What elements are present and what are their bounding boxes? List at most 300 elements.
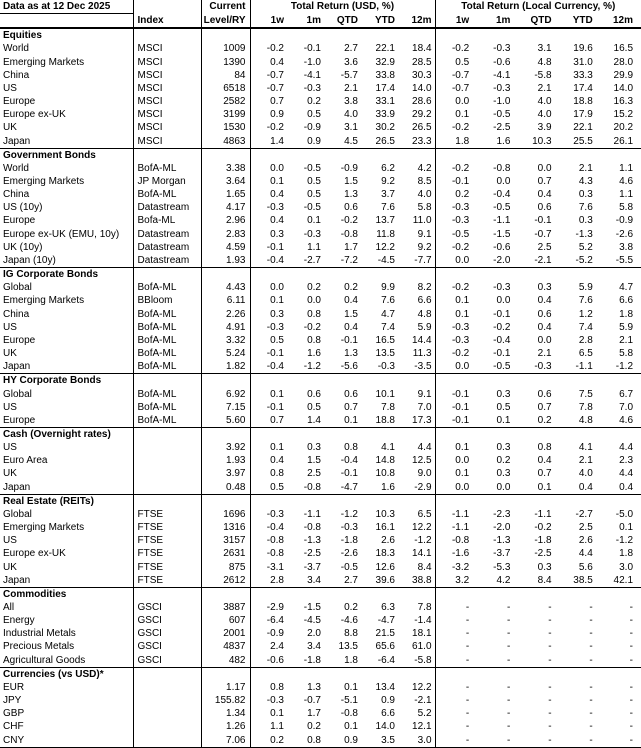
level-cell: 2631 [201, 547, 250, 560]
local-return-cell: 4.0 [537, 109, 552, 121]
local-return-cell [559, 587, 600, 601]
section-title: IG Corporate Bonds [0, 268, 133, 282]
usd-return-cell: 0.9 [307, 135, 321, 147]
level-cell: 2001 [201, 627, 250, 640]
local-return-cell: - [517, 734, 558, 748]
usd-return-cell: 4.0 [344, 109, 358, 121]
index-cell [133, 374, 201, 388]
local-return-cell: 6.7 [619, 388, 634, 400]
table-row [0, 547, 641, 560]
section-header-row [0, 374, 641, 388]
local-return-cell: 0.3 [496, 442, 511, 454]
level-cell: 1009 [201, 42, 250, 55]
local-return-cell: 38.5 [573, 574, 593, 586]
local-return-cell: - [629, 602, 634, 614]
local-return-cell [476, 667, 517, 681]
usd-period-header-1w: 1w [250, 14, 287, 29]
usd-return-cell: 1.7 [344, 241, 358, 253]
usd-return-cell: 6.6 [381, 708, 395, 720]
usd-return-cell: 4.5 [344, 135, 358, 147]
local-return-cell: - [629, 708, 634, 720]
usd-period-header-1m: 1m [287, 14, 324, 29]
local-return-cell: 0.0 [435, 254, 476, 268]
level-cell: 6.92 [201, 388, 250, 401]
index-cell: BofA-ML [133, 360, 201, 374]
usd-return-cell: -1.8 [303, 654, 321, 666]
usd-return-cell: -0.3 [266, 321, 284, 333]
asset-name-cell: UK [3, 561, 17, 573]
usd-return-cell: 11.3 [412, 348, 432, 360]
usd-return-cell: 9.0 [417, 468, 432, 480]
local-return-cell: 0.4 [537, 321, 552, 333]
usd-return-cell: 0.3 [307, 442, 321, 454]
local-return-cell: 16.5 [613, 43, 634, 55]
local-return-cell: 16.3 [613, 96, 634, 108]
usd-return-cell: 0.6 [344, 202, 358, 214]
asset-name-cell: Europe ex-UK [3, 109, 66, 121]
usd-return-cell [324, 587, 361, 601]
asset-name-cell: US [3, 535, 17, 547]
local-return-cell: - [629, 641, 634, 653]
usd-return-cell: 3.5 [361, 734, 398, 748]
usd-return-cell: 18.3 [375, 548, 395, 560]
header-row-2 [0, 14, 641, 29]
usd-return-cell: 61.0 [412, 641, 432, 653]
local-return-cell: 14.0 [613, 82, 634, 94]
local-return-cell: -0.1 [435, 401, 476, 414]
table-row [0, 454, 641, 467]
table-row [0, 654, 641, 668]
local-return-cell: - [435, 627, 476, 640]
usd-return-cell: 0.2 [344, 282, 358, 294]
usd-return-cell: 13.4 [375, 681, 395, 693]
usd-return-cell: -0.7 [266, 82, 284, 94]
usd-return-cell: 5.8 [417, 202, 432, 214]
current-level-header-line2: Level/RY [201, 14, 250, 29]
local-return-cell: -1.6 [435, 547, 476, 560]
name-header-spacer [0, 14, 133, 29]
local-return-cell: - [589, 628, 593, 640]
local-return-cell: -0.3 [435, 321, 476, 334]
table-row [0, 281, 641, 294]
local-return-cell: -0.3 [493, 82, 511, 94]
local-return-cell [476, 148, 517, 162]
index-cell [133, 467, 201, 480]
local-return-cell: -0.3 [435, 214, 476, 227]
asset-name-cell: Emerging Markets [3, 56, 85, 68]
level-cell: 2.96 [201, 214, 250, 227]
local-period-header-1w: 1w [435, 14, 476, 29]
level-cell: 4863 [201, 135, 250, 149]
local-return-cell: -0.1 [534, 215, 552, 227]
local-return-cell: -0.2 [493, 321, 511, 333]
usd-return-cell: 29.2 [412, 109, 432, 121]
usd-return-cell: 0.2 [307, 721, 321, 733]
local-return-cell: -2.7 [575, 508, 593, 520]
index-cell: Datastream [133, 254, 201, 268]
usd-return-cell: 0.1 [270, 388, 284, 400]
usd-return-cell [398, 667, 435, 681]
usd-return-cell [324, 667, 361, 681]
usd-return-cell: 1.5 [344, 308, 358, 320]
local-return-cell: 0.0 [496, 481, 511, 493]
local-return-cell: 0.1 [435, 308, 476, 321]
usd-return-cell: 0.8 [344, 442, 358, 454]
usd-return-cell: 11.0 [412, 215, 432, 227]
local-return-cell: -0.5 [493, 361, 511, 373]
local-return-cell [435, 268, 476, 282]
table-row [0, 734, 641, 748]
usd-return-cell: 16.5 [375, 334, 395, 346]
index-cell: BofA-ML [133, 388, 201, 401]
usd-return-cell: 0.1 [307, 215, 321, 227]
asset-name-cell: Europe [3, 414, 36, 426]
usd-return-cell: 0.1 [270, 176, 284, 188]
usd-return-cell: -0.3 [303, 228, 321, 240]
local-return-cell: -0.3 [534, 361, 552, 373]
local-return-cell: 1.8 [435, 135, 476, 149]
local-return-cell [435, 494, 476, 508]
local-return-cell: -5.0 [615, 508, 634, 520]
usd-return-cell: 3.1 [344, 122, 358, 134]
local-return-cell: 0.7 [537, 468, 552, 480]
usd-return-cell: -1.3 [303, 535, 321, 547]
table-row [0, 201, 641, 214]
table-row [0, 534, 641, 547]
local-return-cell: 0.7 [537, 401, 552, 413]
local-return-cell: 0.1 [435, 441, 476, 454]
usd-return-cell: 4.0 [417, 189, 432, 201]
local-return-cell: 5.8 [619, 202, 634, 214]
usd-return-cell: -4.7 [377, 615, 395, 627]
usd-return-cell: -0.2 [340, 215, 358, 227]
index-cell [133, 268, 201, 282]
local-return-cell: -1.1 [435, 508, 476, 521]
local-return-cell: - [589, 654, 593, 666]
usd-return-cell: 2.1 [344, 82, 358, 94]
usd-return-cell: 2.4 [270, 641, 284, 653]
usd-return-cell [250, 28, 287, 42]
local-period-header-qtd: QTD [517, 14, 558, 29]
table-row [0, 627, 641, 640]
local-return-cell [435, 427, 476, 441]
section-header-row [0, 494, 641, 508]
local-return-cell: - [629, 615, 634, 627]
local-return-cell: -0.5 [493, 109, 511, 121]
local-return-cell: 6.6 [619, 295, 634, 307]
usd-return-cell: -0.4 [266, 361, 284, 373]
local-return-cell: 42.1 [613, 574, 634, 586]
index-cell: BofA-ML [133, 414, 201, 428]
local-return-cell: 5.2 [578, 241, 593, 253]
local-return-cell: 0.0 [537, 162, 552, 174]
local-return-cell: 4.6 [619, 176, 634, 188]
usd-return-cell: 23.3 [412, 135, 432, 147]
local-return-cell [600, 494, 641, 508]
local-return-cell: 3.1 [537, 43, 552, 55]
local-return-cell: -0.5 [435, 228, 476, 241]
usd-return-cell: -0.5 [340, 561, 358, 573]
index-cell: Datastream [133, 241, 201, 254]
local-return-cell: 8.4 [537, 574, 552, 586]
local-return-cell: 4.0 [578, 468, 593, 480]
table-row [0, 414, 641, 428]
usd-return-cell: 1.5 [307, 455, 321, 467]
level-cell: 1.34 [201, 707, 250, 720]
usd-return-cell: 6.2 [381, 162, 395, 174]
usd-return-cell: 33.1 [375, 96, 395, 108]
local-return-cell: - [548, 654, 552, 666]
table-row [0, 254, 641, 268]
usd-return-cell: 8.8 [344, 628, 358, 640]
usd-return-cell: -0.3 [377, 361, 395, 373]
local-return-cell: -2.5 [493, 122, 511, 134]
usd-return-cell: 7.0 [417, 401, 432, 413]
index-cell [133, 148, 201, 162]
asset-name-cell: CHF [3, 721, 24, 733]
usd-return-cell: 12.6 [375, 561, 395, 573]
usd-return-cell: 26.5 [375, 135, 395, 147]
usd-return-cell: 14.4 [412, 334, 432, 346]
local-return-cell: 0.0 [537, 334, 552, 346]
usd-return-cell: 2.7 [344, 574, 358, 586]
level-cell: 3.38 [201, 162, 250, 175]
index-column-header: Index [133, 14, 201, 29]
local-return-cell: 4.7 [619, 282, 634, 294]
table-row [0, 214, 641, 227]
local-return-cell: 0.7 [537, 176, 552, 188]
table-row [0, 681, 641, 694]
table-row [0, 241, 641, 254]
usd-return-cell: 7.6 [381, 295, 395, 307]
index-cell [133, 494, 201, 508]
local-return-cell: 1.6 [496, 135, 511, 147]
local-return-cell: 1.8 [619, 548, 634, 560]
usd-return-cell: -1.4 [414, 615, 432, 627]
usd-return-cell [287, 374, 324, 388]
index-cell [133, 28, 201, 42]
usd-return-cell: 22.1 [375, 43, 395, 55]
usd-return-cell [361, 28, 398, 42]
asset-name-cell: GBP [3, 708, 25, 720]
local-return-cell: - [507, 628, 511, 640]
usd-return-cell: -4.5 [303, 615, 321, 627]
index-cell [133, 427, 201, 441]
level-cell: 1.93 [201, 454, 250, 467]
table-row [0, 108, 641, 121]
local-return-cell: -0.7 [435, 82, 476, 95]
index-cell: BBloom [133, 294, 201, 307]
level-cell: 3.97 [201, 467, 250, 480]
local-return-cell: 20.2 [613, 122, 634, 134]
local-return-cell: 1.2 [578, 308, 593, 320]
usd-return-cell: 0.1 [344, 681, 358, 693]
usd-return-cell: 0.8 [287, 734, 324, 748]
usd-return-cell: -0.2 [266, 122, 284, 134]
table-row [0, 42, 641, 55]
usd-return-cell: 2.0 [307, 628, 321, 640]
usd-return-cell: 10.3 [375, 508, 395, 520]
local-return-cell: -1.0 [493, 96, 511, 108]
usd-return-cell: 6.5 [417, 508, 432, 520]
asset-name-cell: UK [3, 468, 17, 480]
table-row [0, 521, 641, 534]
asset-name-cell: UK [3, 348, 17, 360]
local-return-cell: - [629, 654, 634, 666]
index-cell: MSCI [133, 69, 201, 82]
section-title: Equities [0, 28, 133, 42]
asset-name-cell: Japan (10y) [3, 254, 56, 266]
index-cell: FTSE [133, 574, 201, 588]
index-cell: JP Morgan [133, 175, 201, 188]
usd-return-cell: -0.1 [266, 348, 284, 360]
usd-return-cell: 9.9 [381, 282, 395, 294]
table-row [0, 561, 641, 574]
index-cell: BofA-ML [133, 321, 201, 334]
usd-return-cell: -2.7 [303, 254, 321, 266]
usd-return-cell: 3.4 [307, 574, 321, 586]
usd-return-cell: -5.6 [340, 361, 358, 373]
usd-return-cell: -0.9 [266, 628, 284, 640]
local-return-cell: 0.4 [537, 455, 552, 467]
usd-return-cell: 0.4 [344, 321, 358, 333]
usd-return-cell: -3.5 [414, 361, 432, 373]
local-return-cell: 4.6 [619, 414, 634, 426]
table-row [0, 56, 641, 69]
usd-return-cell: 14.8 [375, 455, 395, 467]
local-return-cell [517, 494, 558, 508]
local-return-cell: -0.8 [493, 162, 511, 174]
index-cell: GSCI [133, 640, 201, 653]
usd-return-cell: -1.2 [414, 535, 432, 547]
index-cell: MSCI [133, 135, 201, 149]
local-return-cell: 10.3 [532, 135, 552, 147]
usd-return-cell [398, 374, 435, 388]
asset-name-cell: US (10y) [3, 202, 43, 214]
usd-return-cell: 4.7 [381, 308, 395, 320]
table-row [0, 188, 641, 201]
usd-return-cell: -1.0 [303, 56, 321, 68]
local-return-cell: - [629, 628, 634, 640]
local-return-cell: -2.3 [493, 508, 511, 520]
usd-return-cell: -4.7 [340, 481, 358, 493]
usd-return-cell [398, 268, 435, 282]
index-cell: BofA-ML [133, 347, 201, 360]
usd-return-cell: 12.2 [412, 522, 432, 534]
usd-return-cell: -3.1 [266, 561, 284, 573]
level-cell [201, 148, 250, 162]
local-return-cell: 5.9 [578, 282, 593, 294]
local-return-cell [559, 374, 600, 388]
usd-return-cell: 0.7 [270, 96, 284, 108]
level-cell: 84 [201, 69, 250, 82]
usd-return-cell: 14.0 [375, 721, 395, 733]
usd-return-cell: 0.5 [307, 109, 321, 121]
level-cell: 1.93 [201, 254, 250, 268]
usd-return-cell: -4.6 [340, 615, 358, 627]
usd-return-cell: -0.8 [303, 481, 321, 493]
usd-return-cell: 0.2 [307, 96, 321, 108]
level-cell: 875 [201, 561, 250, 574]
usd-return-cell: -0.1 [340, 468, 358, 480]
usd-return-cell: 13.5 [375, 348, 395, 360]
usd-return-cell: 17.3 [412, 414, 432, 426]
usd-return-cell: 0.5 [307, 176, 321, 188]
usd-return-cell: 4.8 [417, 308, 432, 320]
usd-return-cell: 1.3 [344, 348, 358, 360]
usd-period-header-ytd: YTD [361, 14, 398, 29]
local-return-cell [600, 587, 641, 601]
usd-return-cell [361, 667, 398, 681]
usd-return-cell: 2.8 [270, 574, 284, 586]
local-return-cell: 1.1 [619, 162, 634, 174]
section-header-row [0, 28, 641, 42]
usd-return-cell [324, 268, 361, 282]
local-return-cell: - [435, 654, 476, 668]
usd-return-cell: 0.3 [270, 228, 284, 240]
table-header [0, 0, 641, 28]
usd-return-cell: 1.5 [344, 176, 358, 188]
usd-return-cell: 7.8 [381, 401, 395, 413]
level-cell: 4837 [201, 640, 250, 653]
local-return-cell [517, 667, 558, 681]
table-row [0, 175, 641, 188]
level-cell [201, 587, 250, 601]
level-cell: 1316 [201, 521, 250, 534]
usd-return-cell: 4.4 [417, 442, 432, 454]
level-cell: 2582 [201, 95, 250, 108]
asset-name-cell: Energy [3, 615, 35, 627]
local-return-cell: 0.2 [537, 414, 552, 426]
local-return-cell: - [589, 602, 593, 614]
asset-name-cell: Japan [3, 361, 31, 373]
usd-return-cell: 3.6 [344, 56, 358, 68]
local-return-cell: - [589, 721, 593, 733]
local-return-cell: 1.8 [619, 308, 634, 320]
usd-return-cell: 0.8 [307, 334, 321, 346]
local-return-cell [559, 28, 600, 42]
local-return-cell: 0.2 [496, 455, 511, 467]
table-row [0, 614, 641, 627]
asset-name-cell: World [3, 162, 29, 174]
local-return-cell: - [629, 681, 634, 693]
usd-return-cell: 1.6 [381, 481, 395, 493]
local-return-cell: 4.0 [537, 96, 552, 108]
local-return-cell: 0.3 [578, 189, 593, 201]
usd-return-cell: 1.6 [307, 348, 321, 360]
table-row [0, 121, 641, 134]
table-row [0, 135, 641, 149]
usd-return-cell: -0.3 [340, 522, 358, 534]
local-return-cell [600, 374, 641, 388]
index-cell: BofA-ML [133, 308, 201, 321]
local-return-cell [517, 148, 558, 162]
local-return-cell: 0.3 [496, 468, 511, 480]
local-return-cell [600, 427, 641, 441]
local-return-cell: 0.0 [435, 95, 476, 108]
usd-return-cell: -4.1 [303, 69, 321, 81]
usd-return-cell: 28.6 [412, 96, 432, 108]
local-return-cell: -0.1 [435, 175, 476, 188]
asset-name-cell: Europe [3, 215, 36, 227]
table-row [0, 334, 641, 347]
local-return-cell: 3.9 [537, 122, 552, 134]
local-return-cell: - [435, 720, 476, 733]
index-cell: MSCI [133, 82, 201, 95]
local-return-cell: -0.3 [435, 201, 476, 214]
local-return-cell [435, 374, 476, 388]
local-return-cell [435, 587, 476, 601]
